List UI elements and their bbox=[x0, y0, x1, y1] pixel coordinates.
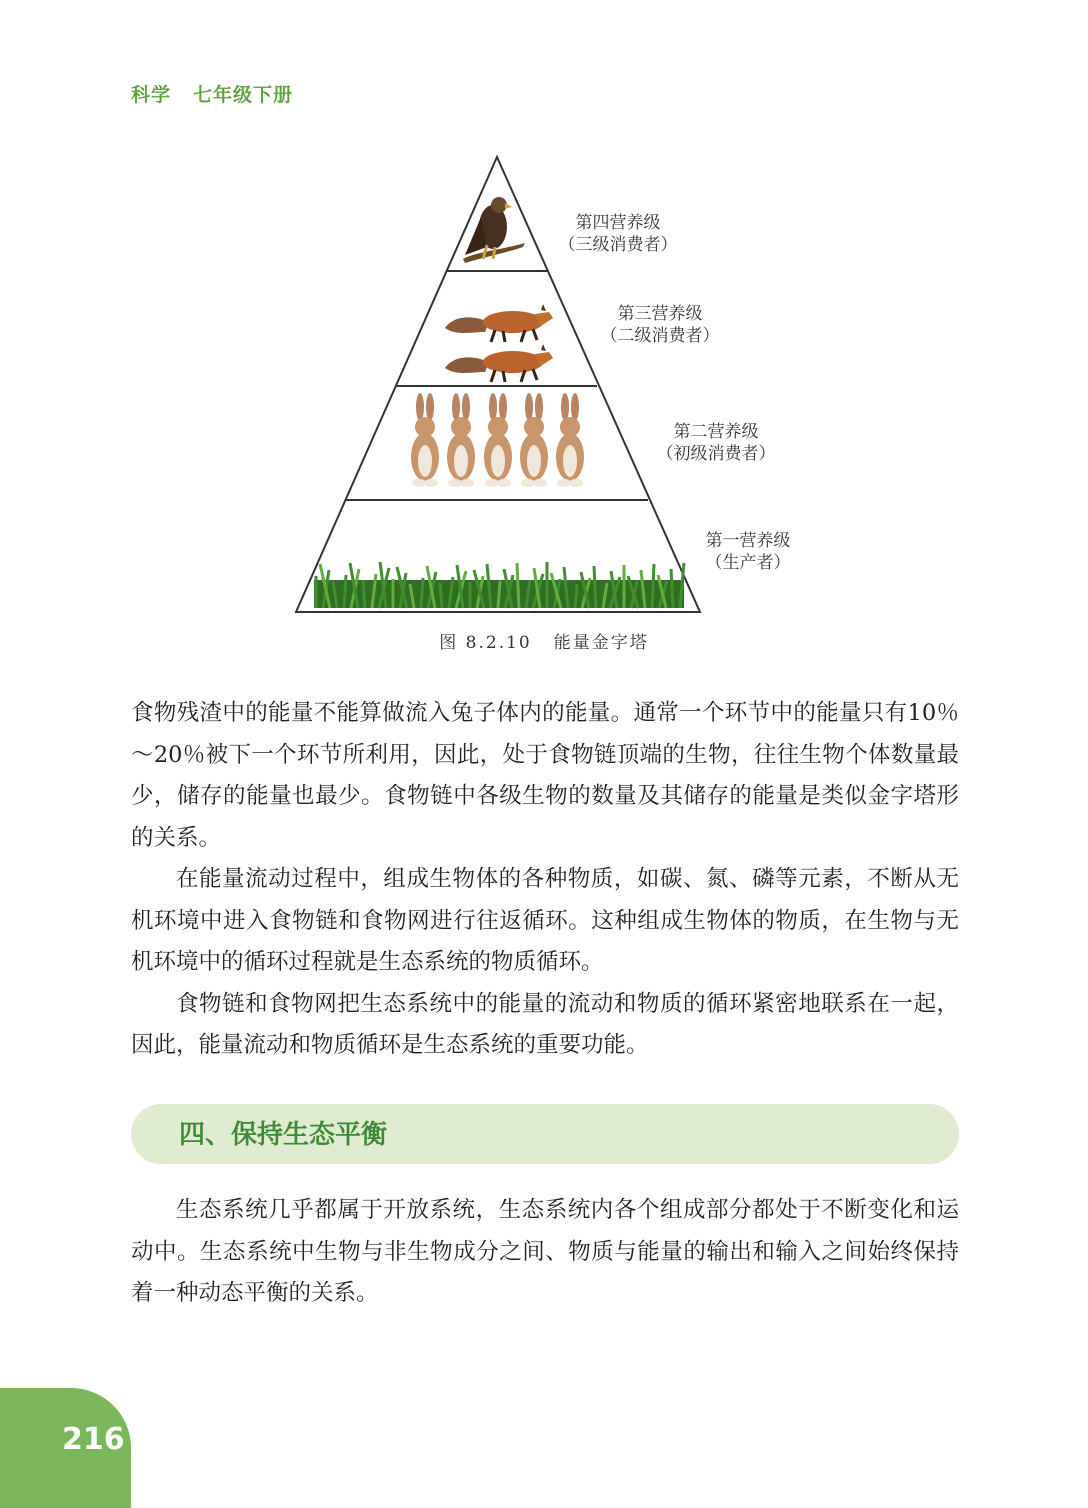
header-subject: 科学 bbox=[131, 84, 172, 106]
level-3-label bbox=[590, 303, 730, 347]
level-4-name: 第四营养级 bbox=[575, 213, 661, 233]
section-paragraph-1: 生态系统几乎都属于开放系统，生态系统内各个组成部分都处于不断变化和运动中。生态系统中生物与非生物成分之间、物质与能量的输出和输入之间始终保持着一种动态平衡的关系。 bbox=[131, 1197, 959, 1306]
energy-pyramid-figure bbox=[0, 0, 1088, 680]
level-3-name: 第三营养级 bbox=[617, 304, 703, 324]
paragraph-2: 在能量流动过程中，组成生物体的各种物质，如碳、氮、磷等元素，不断从无机环境中进入食物链和食物网进行往返循环。这种组成生物体的物质，在生物与无机环境中的循环过程就是生态系统的物质循环。 bbox=[131, 866, 959, 975]
level-1-label bbox=[678, 530, 818, 574]
page-number: 216 bbox=[62, 1422, 125, 1457]
level-4-role: （三级消费者） bbox=[558, 235, 678, 255]
figure-caption-number: 图 8.2.10 bbox=[439, 633, 532, 653]
level-2-label bbox=[646, 421, 786, 465]
level-2-role: （初级消费者） bbox=[656, 444, 776, 464]
level-2-name: 第二营养级 bbox=[673, 422, 759, 442]
section-title: 四、保持生态平衡 bbox=[179, 1120, 388, 1150]
level-3-role: （二级消费者） bbox=[600, 326, 720, 346]
level-4-label bbox=[548, 212, 688, 256]
level-1-role: （生产者） bbox=[705, 553, 791, 573]
section-text bbox=[131, 1190, 959, 1315]
figure-caption bbox=[0, 628, 1088, 653]
section-heading-bar bbox=[131, 1104, 959, 1164]
main-text bbox=[131, 693, 959, 1067]
level-1-name: 第一营养级 bbox=[705, 531, 791, 551]
paragraph-3: 食物链和食物网把生态系统中的能量的流动和物质的循环紧密地联系在一起，因此，能量流动和物质循环是生态系统的重要功能。 bbox=[131, 990, 959, 1058]
figure-caption-title: 能量金字塔 bbox=[553, 633, 649, 653]
header-grade: 七年级下册 bbox=[193, 84, 294, 106]
paragraph-1: 食物残渣中的能量不能算做流入兔子体内的能量。通常一个环节中的能量只有10％～20％被下一个环节所利用，因此，处于食物链顶端的生物，往往生物个体数量最少，储存的能量也最少。食物链中各级生物的数量及其储存的能量是类似金字塔形的关系。 bbox=[131, 700, 959, 851]
